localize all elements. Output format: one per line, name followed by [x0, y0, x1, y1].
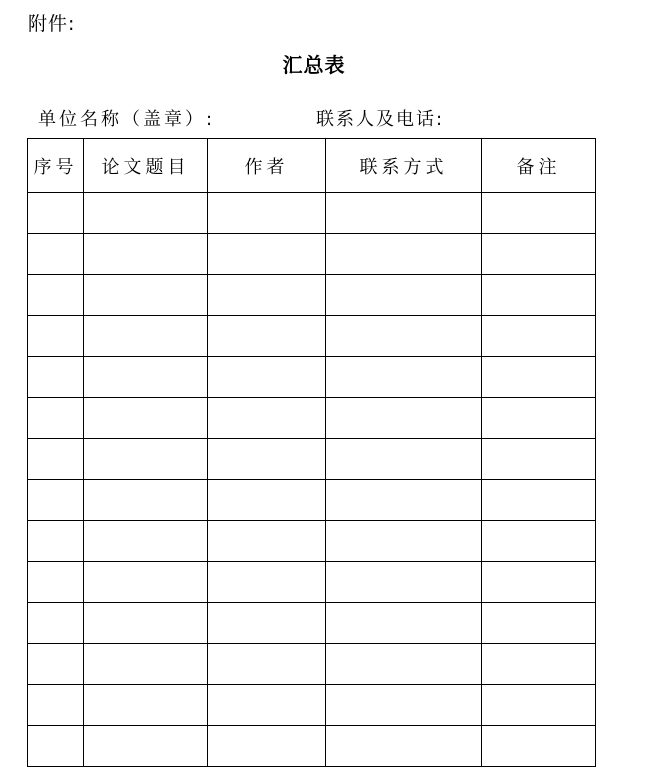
serial-number-cell[interactable] [28, 275, 84, 316]
paper-title-cell[interactable] [84, 316, 208, 357]
paper-title-cell[interactable] [84, 439, 208, 480]
paper-title-cell[interactable] [84, 603, 208, 644]
unit-name-label: 单位名称（盖章）: [38, 109, 216, 130]
remarks-cell[interactable] [482, 603, 596, 644]
paper-title-cell[interactable] [84, 685, 208, 726]
attachment-label: 附件: [28, 13, 76, 35]
table-row [28, 193, 596, 234]
table-header-row [28, 139, 596, 193]
table-row [28, 726, 596, 767]
remarks-cell[interactable] [482, 439, 596, 480]
author-cell[interactable] [208, 480, 326, 521]
contact-method-cell[interactable] [326, 603, 482, 644]
serial-number-cell[interactable] [28, 562, 84, 603]
remarks-cell[interactable] [482, 685, 596, 726]
remarks-cell[interactable] [482, 234, 596, 275]
paper-title-cell[interactable] [84, 193, 208, 234]
remarks-cell[interactable] [482, 398, 596, 439]
serial-number-cell[interactable] [28, 234, 84, 275]
contact-method-cell[interactable] [326, 521, 482, 562]
contact-method-cell[interactable] [326, 726, 482, 767]
paper-title-cell[interactable] [84, 644, 208, 685]
remarks-cell[interactable] [482, 726, 596, 767]
author-cell[interactable] [208, 275, 326, 316]
summary-table [27, 138, 596, 767]
author-cell[interactable] [208, 685, 326, 726]
contact-method-cell[interactable] [326, 644, 482, 685]
table-row [28, 685, 596, 726]
remarks-cell[interactable] [482, 480, 596, 521]
paper-title-cell[interactable] [84, 480, 208, 521]
header-contact-method: 联系方式 [326, 139, 482, 193]
table-row [28, 480, 596, 521]
contact-method-cell[interactable] [326, 480, 482, 521]
header-author: 作者 [208, 139, 326, 193]
header-paper-title: 论文题目 [84, 139, 208, 193]
remarks-cell[interactable] [482, 562, 596, 603]
serial-number-cell[interactable] [28, 439, 84, 480]
remarks-cell[interactable] [482, 644, 596, 685]
author-cell[interactable] [208, 398, 326, 439]
contact-method-cell[interactable] [326, 439, 482, 480]
author-cell[interactable] [208, 603, 326, 644]
remarks-cell[interactable] [482, 357, 596, 398]
serial-number-cell[interactable] [28, 726, 84, 767]
table-row [28, 234, 596, 275]
contact-method-cell[interactable] [326, 357, 482, 398]
author-cell[interactable] [208, 439, 326, 480]
serial-number-cell[interactable] [28, 603, 84, 644]
header-serial-number: 序号 [28, 139, 84, 193]
table-row [28, 398, 596, 439]
remarks-cell[interactable] [482, 193, 596, 234]
contact-method-cell[interactable] [326, 193, 482, 234]
serial-number-cell[interactable] [28, 316, 84, 357]
serial-number-cell[interactable] [28, 521, 84, 562]
remarks-cell[interactable] [482, 521, 596, 562]
author-cell[interactable] [208, 357, 326, 398]
paper-title-cell[interactable] [84, 521, 208, 562]
contact-method-cell[interactable] [326, 275, 482, 316]
paper-title-cell[interactable] [84, 726, 208, 767]
serial-number-cell[interactable] [28, 685, 84, 726]
author-cell[interactable] [208, 726, 326, 767]
serial-number-cell[interactable] [28, 357, 84, 398]
paper-title-cell[interactable] [84, 398, 208, 439]
paper-title-cell[interactable] [84, 562, 208, 603]
contact-phone-label: 联系人及电话: [316, 109, 445, 130]
table-row [28, 603, 596, 644]
contact-method-cell[interactable] [326, 316, 482, 357]
author-cell[interactable] [208, 316, 326, 357]
table-row [28, 439, 596, 480]
author-cell[interactable] [208, 234, 326, 275]
serial-number-cell[interactable] [28, 480, 84, 521]
table-row [28, 316, 596, 357]
header-remarks: 备注 [482, 139, 596, 193]
table-body [28, 193, 596, 767]
remarks-cell[interactable] [482, 275, 596, 316]
author-cell[interactable] [208, 521, 326, 562]
serial-number-cell[interactable] [28, 193, 84, 234]
table-row [28, 644, 596, 685]
table-row [28, 275, 596, 316]
serial-number-cell[interactable] [28, 644, 84, 685]
contact-method-cell[interactable] [326, 234, 482, 275]
serial-number-cell[interactable] [28, 398, 84, 439]
contact-method-cell[interactable] [326, 562, 482, 603]
contact-method-cell[interactable] [326, 685, 482, 726]
author-cell[interactable] [208, 193, 326, 234]
paper-title-cell[interactable] [84, 357, 208, 398]
author-cell[interactable] [208, 644, 326, 685]
remarks-cell[interactable] [482, 316, 596, 357]
table-row [28, 562, 596, 603]
contact-method-cell[interactable] [326, 398, 482, 439]
author-cell[interactable] [208, 562, 326, 603]
table-row [28, 521, 596, 562]
paper-title-cell[interactable] [84, 234, 208, 275]
paper-title-cell[interactable] [84, 275, 208, 316]
page-title: 汇总表 [282, 53, 346, 77]
table-row [28, 357, 596, 398]
